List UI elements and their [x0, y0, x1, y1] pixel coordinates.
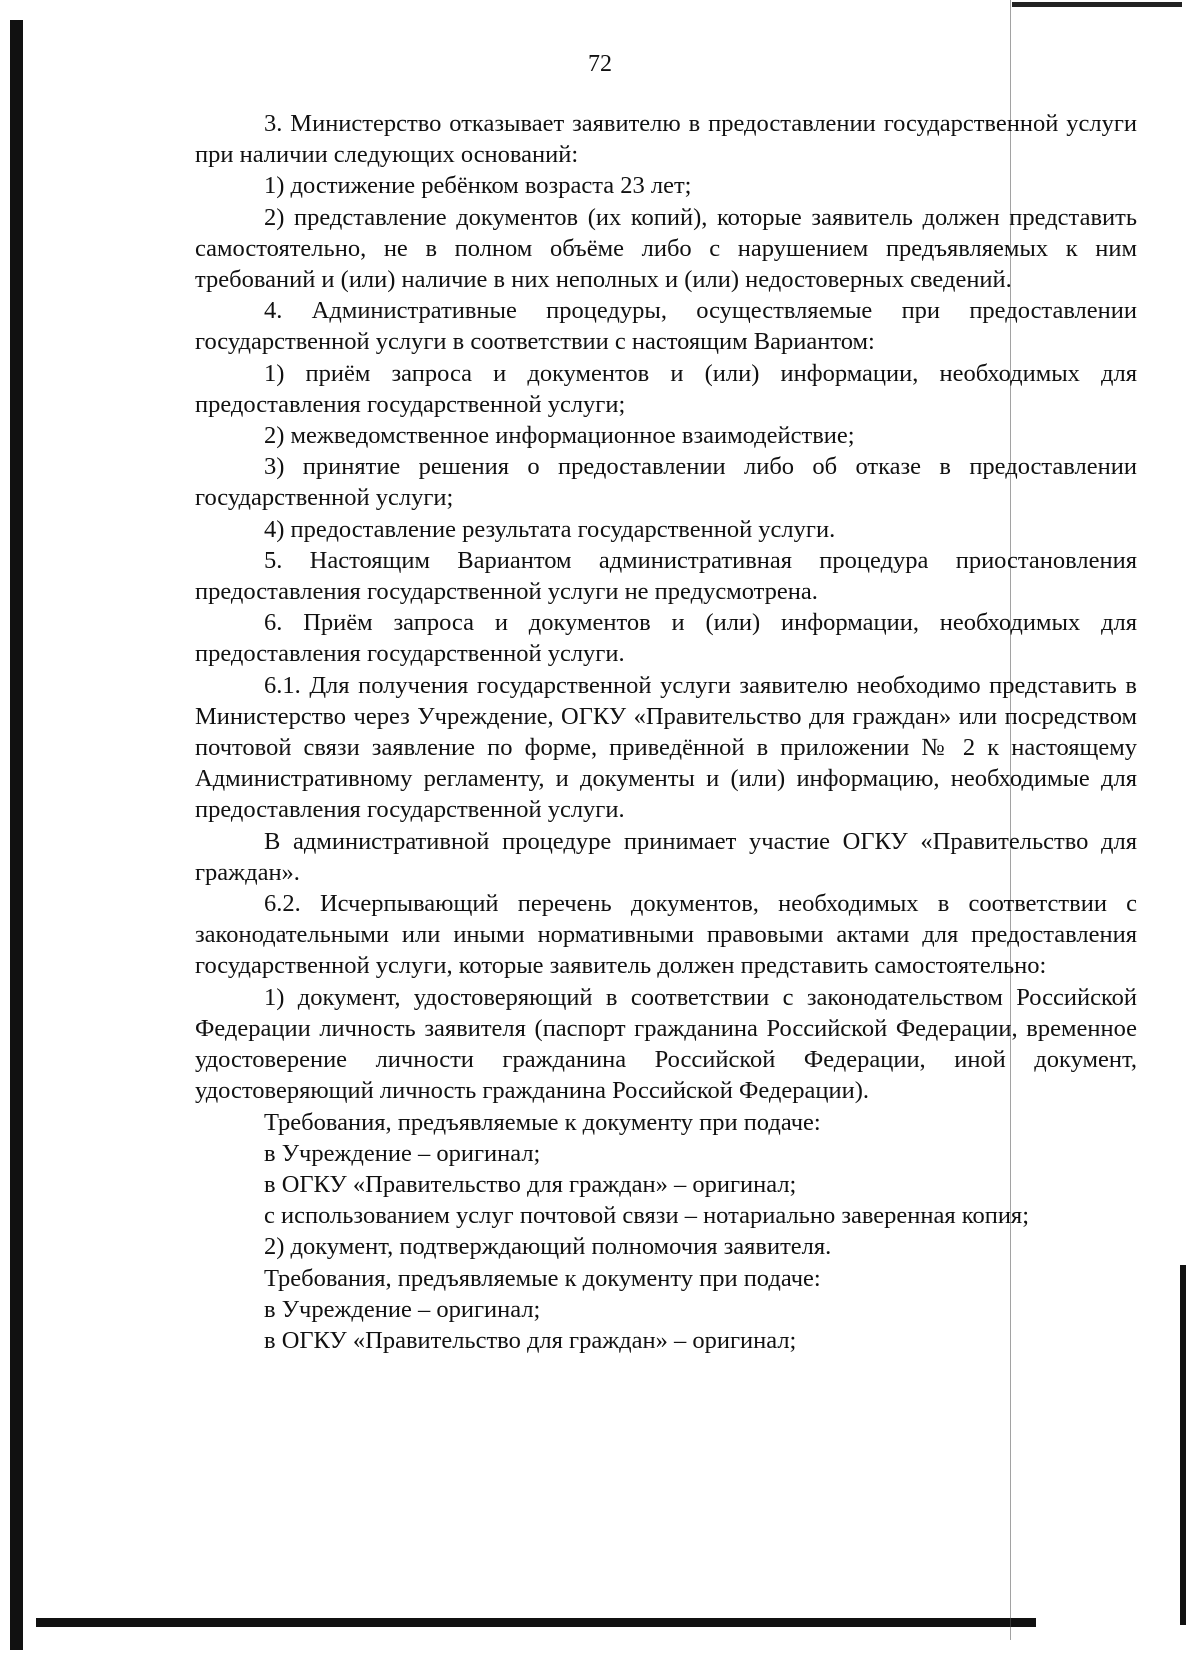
requirement-institution-2: в Учреждение – оригинал;	[264, 1295, 541, 1323]
scan-border-right	[1180, 1265, 1186, 1625]
paragraph-6-2-item-1: 1) документ, удостоверяющий в соответствии с законодательством Российской Федерации личность заявителя (паспорт гражданина Российской Федерации, временное удостоверение личности гражданина Российской Федерации, иной документ, удостоверяющий личность гражданина Российской Федерации).	[195, 983, 1137, 1105]
requirements-heading-2: Требования, предъявляемые к документу при подаче:	[264, 1264, 821, 1292]
paragraph-4-item-3: 3) принятие решения о предоставлении либо об отказе в предоставлении государственной услуги;	[195, 453, 1137, 512]
paragraph-6-1: 6.1. Для получения государственной услуги заявителю необходимо представить в Министерство через Учреждение, ОГКУ «Правительство для граждан» или посредством почтовой связи заявление по форме, приведённой в приложении № 2 к настоящему Административному регламенту, и документы и (или) информацию, необходимые для предоставления государственной услуги.	[195, 671, 1137, 824]
paragraph-4-item-1: 1) приём запроса и документов и (или) информации, необходимых для предоставления государственной услуги;	[195, 359, 1137, 418]
requirement-ogku-2: в ОГКУ «Правительство для граждан» – оригинал;	[264, 1326, 797, 1354]
requirement-post-1: с использованием услуг почтовой связи – нотариально заверенная копия;	[264, 1202, 1030, 1230]
requirements-heading-1: Требования, предъявляемые к документу при подаче:	[264, 1108, 821, 1136]
page-number: 72	[588, 51, 612, 77]
paragraph-6-1-participant: В административной процедуре принимает участие ОГКУ «Правительство для граждан».	[195, 827, 1137, 886]
paragraph-6-2: 6.2. Исчерпывающий перечень документов, необходимых в соответствии с законодательными или иными нормативными правовыми актами для предоставления государственной услуги, которые заявитель должен представить самостоятельно:	[195, 890, 1137, 980]
paragraph-4-item-4: 4) предоставление результата государственной услуги.	[264, 515, 836, 543]
paragraph-6: 6. Приём запроса и документов и (или) информации, необходимых для предоставления государственной услуги.	[195, 609, 1137, 668]
scan-border-top	[1012, 2, 1182, 7]
requirement-institution-1: в Учреждение – оригинал;	[264, 1139, 541, 1167]
scan-border-left	[10, 20, 23, 1650]
paragraph-3-item-1: 1) достижение ребёнком возраста 23 лет;	[264, 172, 692, 200]
paragraph-3-item-2: 2) представление документов (их копий), которые заявитель должен представить самостоятельно, не в полном объёме либо с нарушением предъявляемых к ним требований и (или) наличие в них неполных и (или) недостоверных сведений.	[195, 203, 1137, 294]
scan-border-bottom	[36, 1618, 1036, 1627]
paragraph-4-item-2: 2) межведомственное информационное взаимодействие;	[264, 422, 855, 450]
requirement-ogku-1: в ОГКУ «Правительство для граждан» – оригинал;	[264, 1170, 797, 1198]
document-body	[195, 108, 1137, 1356]
paragraph-4: 4. Административные процедуры, осуществляемые при предоставлении государственной услуги в соответствии с настоящим Вариантом:	[195, 297, 1137, 356]
paragraph-5: 5. Настоящим Вариантом административная процедура приостановления предоставления государственной услуги не предусмотрена.	[195, 546, 1137, 606]
paragraph-3: 3. Министерство отказывает заявителю в предоставлении государственной услуги при наличии следующих оснований:	[195, 110, 1137, 169]
paragraph-6-2-item-2: 2) документ, подтверждающий полномочия заявителя.	[264, 1233, 832, 1261]
